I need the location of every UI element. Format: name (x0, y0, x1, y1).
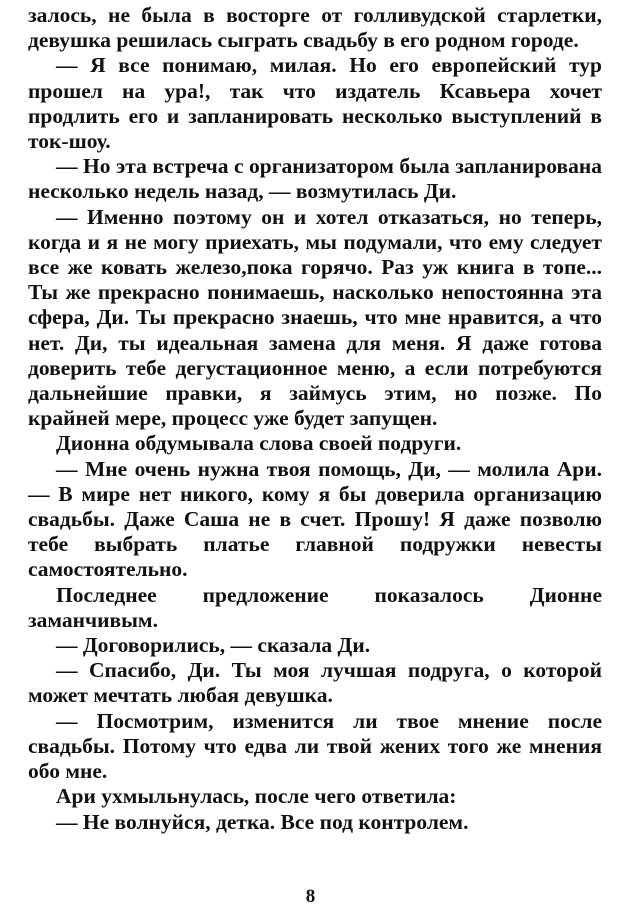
paragraph: — Спасибо, Ди. Ты моя лучшая подруга, о которой может мечтать любая девушка. (28, 658, 602, 708)
paragraph: — Мне очень нужна твоя помощь, Ди, — молила Ари. — В мире нет никого, кому я бы доверила организацию свадьбы. Даже Саша не в счет. Прошу! Я даже позволю тебе выбрать платье главной подружки невесты самостоятельно. (28, 456, 602, 582)
body-text (28, 3, 602, 835)
paragraph: — Посмотрим, изменится ли твое мнение после свадьбы. Потому что едва ли твой жених того же мнения обо мне. (28, 708, 602, 784)
paragraph: — Договорились, — сказала Ди. (56, 633, 371, 658)
paragraph: — Не волнуйся, детка. Все под контролем. (56, 809, 469, 834)
paragraph: залось, не была в восторге от голливудской старлетки, девушка решилась сыграть свадьбу в его родном городе. (28, 3, 602, 53)
paragraph: — Именно поэтому он и хотел отказаться, но теперь, когда и я не могу приехать, мы подумали, что ему следует все же ковать железо,пока горячо. Раз уж книга в топе... Ты же прекрасно понимаешь, насколько непостоянна эта сфера, Ди. Ты прекрасно знаешь, что мне нравится, а что нет. Ди, ты идеальная замена для меня. Я даже готова доверить тебе дегустационное меню, а если потребуются дальнейшие правки, я займусь этим, но позже. По крайней мере, процесс уже будет запущен. (28, 204, 602, 431)
paragraph: Ари ухмыльнулась, после чего ответила: (56, 784, 457, 809)
paragraph: Дионна обдумывала слова своей подруги. (56, 431, 462, 456)
page-number: 8 (305, 886, 316, 907)
paragraph: — Но эта встреча с организатором была запланирована несколько недель назад, — возмутилась Ди. (28, 154, 602, 204)
paragraph: Последнее предложение показалось Дионне заманчивым. (28, 582, 602, 632)
paragraph: — Я все понимаю, милая. Но его европейский тур прошел на ура!, так что издатель Ксавьера хочет продлить его и запланировать несколько выступлений в ток-шоу. (28, 53, 602, 154)
